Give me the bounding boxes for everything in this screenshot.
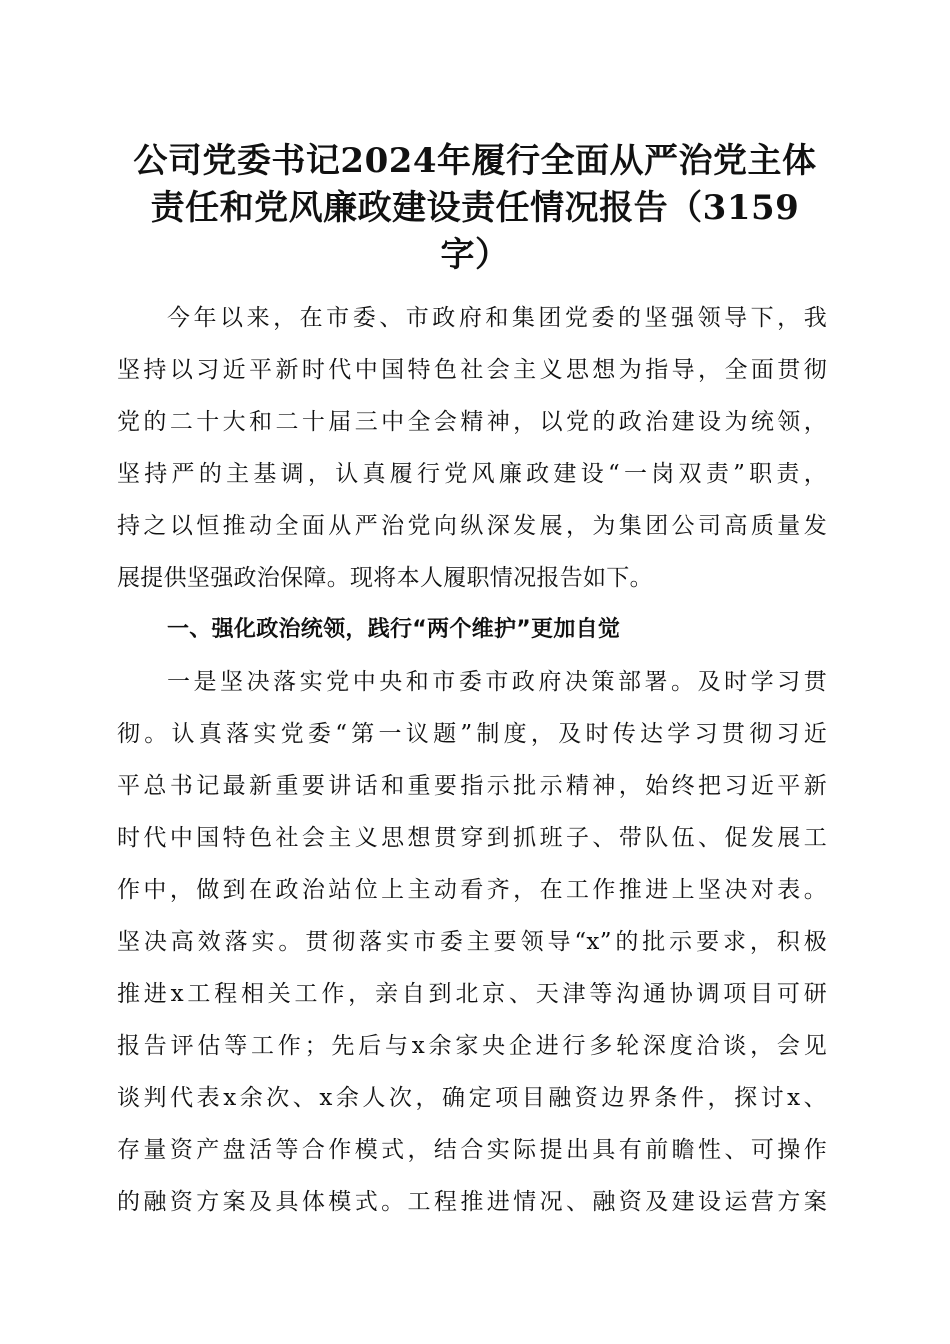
paragraph-line: 报告评估等工作；先后与x余家央企进行多轮深度洽谈，会见	[117, 1033, 827, 1059]
paragraph-line: 持之以恒推动全面从严治党向纵深发展，为集团公司高质量发	[117, 513, 827, 539]
paragraph-line: 彻。认真落实党委“第一议题”制度，及时传达学习贯彻习近	[117, 721, 827, 747]
title-line-3: 字）	[440, 235, 510, 275]
document-title	[110, 138, 840, 279]
paragraph-line: 坚决高效落实。贯彻落实市委主要领导“x”的批示要求，积极	[117, 929, 827, 955]
paragraph-intro	[117, 292, 827, 604]
document-body	[117, 292, 827, 1228]
paragraph-line: 一是坚决落实党中央和市委市政府决策部署。及时学习贯	[167, 669, 827, 695]
paragraph-line: 今年以来，在市委、市政府和集团党委的坚强领导下，我	[167, 305, 827, 331]
paragraph-line: 的融资方案及具体模式。工程推进情况、融资及建设运营方案	[117, 1189, 827, 1215]
paragraph-line: 作中，做到在政治站位上主动看齐，在工作推进上坚决对表。	[117, 877, 827, 903]
section-heading: 一、强化政治统领，践行“两个维护”更加自觉	[167, 617, 621, 642]
paragraph-line: 展提供坚强政治保障。现将本人履职情况报告如下。	[117, 565, 653, 591]
paragraph-line: 坚持严的主基调，认真履行党风廉政建设“一岗双责”职责，	[117, 461, 827, 487]
paragraph-line: 存量资产盘活等合作模式，结合实际提出具有前瞻性、可操作	[117, 1137, 827, 1163]
title-line-2: 责任和党风廉政建设责任情况报告（3159	[150, 188, 800, 228]
paragraph-line: 党的二十大和二十届三中全会精神，以党的政治建设为统领，	[117, 409, 827, 435]
paragraph-section-1	[117, 656, 827, 1228]
paragraph-line: 平总书记最新重要讲话和重要指示批示精神，始终把习近平新	[117, 773, 827, 799]
paragraph-line: 时代中国特色社会主义思想贯穿到抓班子、带队伍、促发展工	[117, 825, 827, 851]
title-line-1: 公司党委书记2024年履行全面从严治党主体	[133, 141, 817, 181]
paragraph-line: 坚持以习近平新时代中国特色社会主义思想为指导，全面贯彻	[117, 357, 827, 383]
paragraph-line: 谈判代表x余次、x余人次，确定项目融资边界条件，探讨x、	[117, 1085, 827, 1111]
paragraph-line: 推进x工程相关工作，亲自到北京、天津等沟通协调项目可研	[117, 981, 827, 1007]
